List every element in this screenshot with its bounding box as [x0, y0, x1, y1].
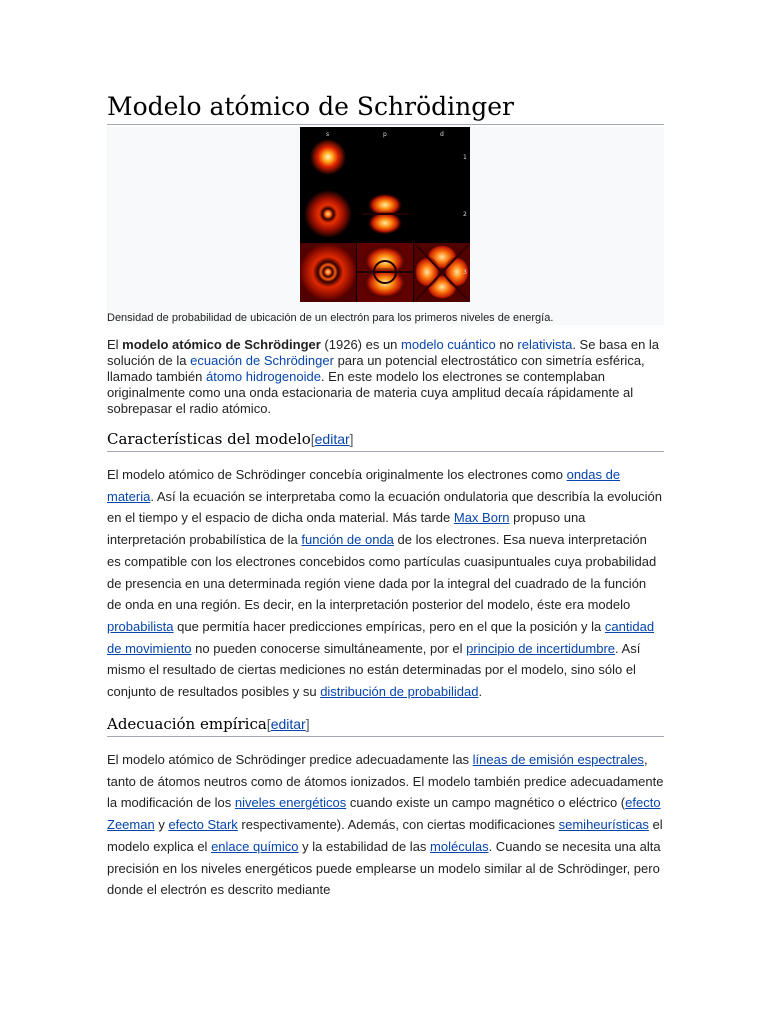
- text: y la estabilidad de las: [298, 838, 431, 854]
- link-probabilista[interactable]: probabilista: [107, 618, 174, 634]
- link-modelo-cuantico[interactable]: modelo cuántico: [401, 337, 496, 352]
- text: El modelo atómico de Schrödinger predice adecuadamente las: [107, 752, 473, 767]
- text: no pueden conocerse simultáneamente, por el: [191, 640, 467, 656]
- section1-paragraph: [107, 464, 664, 703]
- heading-text: Características del modelo: [107, 430, 311, 448]
- bracket: [: [310, 431, 315, 447]
- link-relativista[interactable]: relativista: [517, 337, 573, 352]
- edit-section-link: [267, 716, 310, 732]
- orbital-density-graphic: [300, 127, 470, 302]
- link-cantidad-de-movimiento[interactable]: cantidad de movimiento: [107, 618, 655, 656]
- row-label-1: 1: [463, 154, 467, 161]
- edit-link[interactable]: editar: [314, 431, 350, 447]
- link-max-born[interactable]: Max Born: [453, 510, 510, 526]
- text: para un potencial electrostático con simetría esférica, llamado también: [107, 353, 645, 384]
- bold-term: modelo atómico de Schrödinger: [122, 337, 321, 352]
- text: que permitía hacer predicciones empíricas, pero en el que la posición y la: [173, 618, 605, 634]
- heading-text: Adecuación empírica: [107, 715, 267, 733]
- row-label-2: 2: [463, 211, 467, 218]
- column-label-p: p: [383, 131, 387, 138]
- link-ondas-de-materia[interactable]: ondas de materia: [107, 467, 621, 504]
- orbital-density-image[interactable]: [300, 127, 470, 302]
- text: el modelo explica el: [107, 817, 663, 854]
- text: El: [107, 337, 123, 352]
- row-label-3: 3: [463, 269, 467, 276]
- link-moleculas[interactable]: moléculas: [430, 838, 489, 854]
- section2-paragraph: [107, 749, 664, 901]
- bracket: ]: [305, 716, 310, 732]
- text: .: [478, 684, 483, 700]
- link-niveles-energeticos[interactable]: niveles energéticos: [234, 795, 347, 811]
- figure: [107, 127, 664, 325]
- section-heading-caracteristicas: [107, 428, 664, 452]
- link-funcion-de-onda[interactable]: función de onda: [301, 532, 394, 548]
- section-heading-adecuacion: [107, 713, 664, 737]
- text: . En este modelo los electrones se contemplaban originalmente como una onda estacionaria de materia cuya amplitud decaía rápidamente al sobrepasar el radio atómico.: [107, 369, 634, 416]
- text: propuso una interpretación probabilística de la: [107, 510, 586, 548]
- edit-section-link: [311, 431, 354, 447]
- column-label-s: s: [326, 131, 330, 138]
- bracket: ]: [349, 431, 354, 447]
- link-efecto-stark[interactable]: efecto Stark: [168, 817, 238, 833]
- text: (1926) es un: [320, 337, 402, 352]
- link-distribucion-de-probabilidad[interactable]: distribución de probabilidad: [320, 684, 479, 700]
- column-label-d: d: [440, 131, 444, 138]
- text: , tanto de átomos neutros como de átomos ionizados. El modelo también predice adecuadamente la modificación de los: [107, 752, 664, 811]
- text: . Se basa en la solución de la: [107, 337, 660, 368]
- link-semiheuristicas[interactable]: semiheurísticas: [558, 817, 649, 833]
- intro-paragraph: [107, 337, 664, 417]
- text: . Así la ecuación se interpretaba como la ecuación ondulatoria que describía la evolución en el tiempo y el espacio de dicha onda material. Más tarde: [107, 488, 663, 526]
- text: cuando existe un campo magnético o eléctrico (: [346, 795, 626, 811]
- edit-link[interactable]: editar: [270, 716, 306, 732]
- link-lineas-de-emision[interactable]: líneas de emisión espectrales: [472, 752, 644, 767]
- text: respectivamente). Además, con ciertas modificaciones: [237, 817, 559, 833]
- text: y: [154, 817, 169, 833]
- text: . Cuando se necesita una alta precisión en los niveles energéticos puede emplearse un modelo similar al de Schrödinger, pero donde el electrón es descrito mediante: [107, 838, 661, 898]
- text: . Así mismo el resultado de ciertas mediciones no están determinadas por el modelo, sino sólo el conjunto de resultados posibles y su: [107, 640, 641, 700]
- link-enlace-quimico[interactable]: enlace químico: [211, 838, 299, 854]
- text: no: [495, 337, 518, 352]
- link-principio-de-incertidumbre[interactable]: principio de incertidumbre: [466, 640, 616, 656]
- link-efecto-zeeman[interactable]: efecto Zeeman: [107, 795, 661, 833]
- link-ecuacion-schrodinger[interactable]: ecuación de Schrödinger: [190, 353, 334, 368]
- page-title: Modelo atómico de Schrödinger: [107, 90, 664, 125]
- text: de los electrones. Esa nueva interpretación es compatible con los electrones concebidos como partículas cuasipuntuales cuya probabilidad de presencia en una determinada región viene dada por la integral del cuadrado de la función de onda en una región. Es decir, en la interpretación posterior del modelo, éste era modelo: [107, 532, 657, 613]
- link-atomo-hidrogenoide[interactable]: átomo hidrogenoide: [206, 369, 321, 384]
- figure-caption: Densidad de probabilidad de ubicación de un electrón para los primeros niveles de energía.: [107, 312, 554, 324]
- bracket: [: [266, 716, 271, 732]
- text: El modelo atómico de Schrödinger concebía originalmente los electrones como: [107, 467, 567, 482]
